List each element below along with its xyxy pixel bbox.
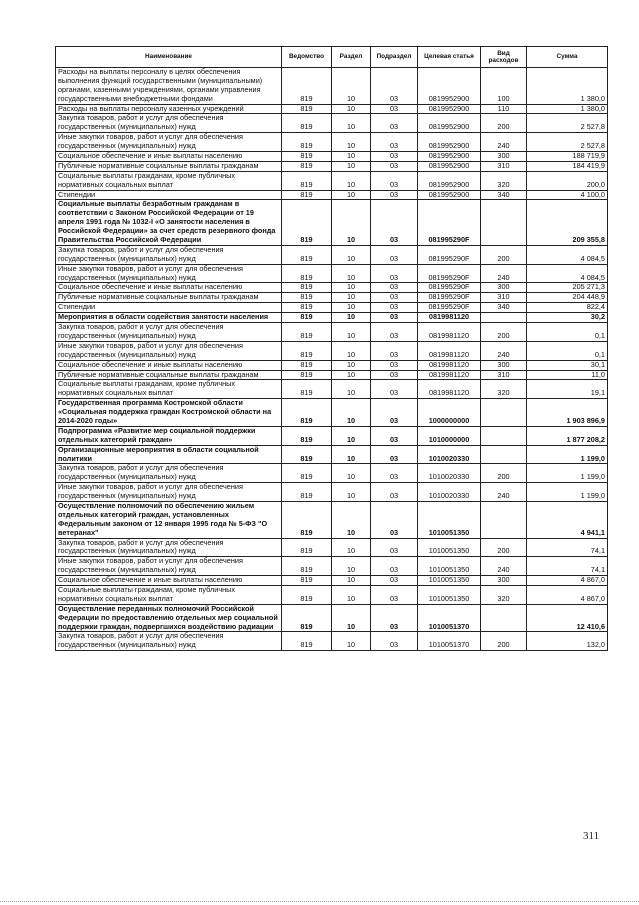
table-row: [56, 104, 608, 114]
row-amount: 74,1: [527, 538, 608, 557]
row-target-article: 081995290F: [418, 200, 481, 245]
row-name: Иные закупки товаров, работ и услуг для обеспечения государственных (муниципальных) нужд: [56, 341, 282, 360]
table-row: [56, 323, 608, 342]
row-name: Иные закупки товаров, работ и услуг для обеспечения государственных (муниципальных) нужд: [56, 483, 282, 502]
row-department: 819: [282, 380, 332, 399]
row-expense-type: 240: [481, 133, 527, 152]
row-department: 819: [282, 264, 332, 283]
row-subsection: 03: [371, 293, 418, 303]
row-name: Осуществление переданных полномочий Российской Федерации по предоставлению отдельных мер социальной поддержки граждан, подвергшихся воздействию радиации: [56, 604, 282, 632]
row-target-article: 1010000000: [418, 426, 481, 445]
row-subsection: 03: [371, 313, 418, 323]
row-section: 10: [332, 283, 371, 293]
row-name: Социальное обеспечение и иные выплаты населению: [56, 283, 282, 293]
row-expense-type: [481, 200, 527, 245]
row-section: 10: [332, 483, 371, 502]
row-section: 10: [332, 161, 371, 171]
row-section: 10: [332, 104, 371, 114]
row-subsection: 03: [371, 445, 418, 464]
row-department: 819: [282, 200, 332, 245]
row-target-article: 081995290F: [418, 283, 481, 293]
row-subsection: 03: [371, 501, 418, 538]
table-row: [56, 68, 608, 105]
row-section: 10: [332, 323, 371, 342]
row-amount: 0,1: [527, 323, 608, 342]
row-target-article: 1000000000: [418, 399, 481, 427]
row-name: Государственная программа Костромской области «Социальная поддержка граждан Костромской области на 2014-2020 годы»: [56, 399, 282, 427]
row-target-article: 0819952900: [418, 161, 481, 171]
row-subsection: 03: [371, 380, 418, 399]
row-target-article: 0819952900: [418, 114, 481, 133]
row-expense-type: [481, 445, 527, 464]
header-section: Раздел: [332, 47, 371, 68]
row-subsection: 03: [371, 464, 418, 483]
row-name: Иные закупки товаров, работ и услуг для обеспечения государственных (муниципальных) нужд: [56, 133, 282, 152]
header-expense-type: Вид расходов: [481, 47, 527, 68]
row-department: 819: [282, 283, 332, 293]
row-target-article: 1010051350: [418, 557, 481, 576]
row-section: 10: [332, 557, 371, 576]
row-department: 819: [282, 293, 332, 303]
row-department: 819: [282, 576, 332, 586]
table-row: [56, 114, 608, 133]
row-department: 819: [282, 323, 332, 342]
row-name: Публичные нормативные социальные выплаты гражданам: [56, 161, 282, 171]
row-section: 10: [332, 133, 371, 152]
row-target-article: 0819952900: [418, 104, 481, 114]
row-name: Закупка товаров, работ и услуг для обеспечения государственных (муниципальных) нужд: [56, 538, 282, 557]
header-name: Наименование: [56, 47, 282, 68]
row-amount: 19,1: [527, 380, 608, 399]
row-name: Закупка товаров, работ и услуг для обеспечения государственных (муниципальных) нужд: [56, 245, 282, 264]
row-amount: 4 084,5: [527, 245, 608, 264]
row-section: 10: [332, 585, 371, 604]
row-amount: 2 527,8: [527, 114, 608, 133]
table-row: [56, 245, 608, 264]
table-row: [56, 464, 608, 483]
row-section: 10: [332, 445, 371, 464]
row-name: Социальные выплаты гражданам, кроме публичных нормативных социальных выплат: [56, 171, 282, 190]
row-subsection: 03: [371, 283, 418, 293]
row-expense-type: 240: [481, 264, 527, 283]
row-expense-type: 110: [481, 104, 527, 114]
row-name: Иные закупки товаров, работ и услуг для обеспечения государственных (муниципальных) нужд: [56, 264, 282, 283]
row-target-article: 0819981120: [418, 323, 481, 342]
row-department: 819: [282, 190, 332, 200]
row-section: 10: [332, 264, 371, 283]
table-row: [56, 632, 608, 651]
row-expense-type: 200: [481, 114, 527, 133]
row-department: 819: [282, 501, 332, 538]
row-target-article: 0819981120: [418, 313, 481, 323]
table-row: [56, 585, 608, 604]
row-department: 819: [282, 152, 332, 162]
table-row: [56, 426, 608, 445]
row-section: 10: [332, 190, 371, 200]
row-amount: 822,4: [527, 303, 608, 313]
row-target-article: 0819981120: [418, 370, 481, 380]
row-amount: 4 867,0: [527, 576, 608, 586]
row-name: Публичные нормативные социальные выплаты гражданам: [56, 370, 282, 380]
row-target-article: 0819981120: [418, 380, 481, 399]
header-amount: Сумма: [527, 47, 608, 68]
row-amount: 132,0: [527, 632, 608, 651]
row-department: 819: [282, 426, 332, 445]
row-section: 10: [332, 341, 371, 360]
row-amount: 0,1: [527, 341, 608, 360]
row-department: 819: [282, 464, 332, 483]
row-amount: 30,2: [527, 313, 608, 323]
table-row: [56, 171, 608, 190]
row-section: 10: [332, 114, 371, 133]
row-target-article: 1010051370: [418, 604, 481, 632]
row-amount: 2 527,8: [527, 133, 608, 152]
row-target-article: 081995290F: [418, 293, 481, 303]
row-name: Осуществление полномочий по обеспечению жильем отдельных категорий граждан, установленных Федеральным законом от 12 января 1995 года № 5-ФЗ "О ветеранах": [56, 501, 282, 538]
row-department: 819: [282, 171, 332, 190]
table-row: [56, 190, 608, 200]
row-name: Публичные нормативные социальные выплаты гражданам: [56, 293, 282, 303]
row-department: 819: [282, 303, 332, 313]
row-department: 819: [282, 445, 332, 464]
row-expense-type: 100: [481, 68, 527, 105]
row-expense-type: 240: [481, 483, 527, 502]
budget-document: [55, 46, 607, 651]
row-amount: 30,1: [527, 360, 608, 370]
row-subsection: 03: [371, 370, 418, 380]
row-department: 819: [282, 604, 332, 632]
row-amount: 4 100,0: [527, 190, 608, 200]
row-amount: 1 380,0: [527, 104, 608, 114]
row-name: Социальное обеспечение и иные выплаты населению: [56, 576, 282, 586]
row-subsection: 03: [371, 133, 418, 152]
row-name: Расходы на выплаты персоналу в целях обеспечения выполнения функций государственными (муниципальными) органами, казенными учреждениями, органами управления государственными внебюджетными фондами: [56, 68, 282, 105]
row-subsection: 03: [371, 152, 418, 162]
row-section: 10: [332, 171, 371, 190]
row-name: Социальные выплаты гражданам, кроме публичных нормативных социальных выплат: [56, 585, 282, 604]
row-amount: 1 199,0: [527, 445, 608, 464]
table-row: [56, 557, 608, 576]
row-name: Мероприятия в области содействия занятости населения: [56, 313, 282, 323]
row-amount: 4 941,1: [527, 501, 608, 538]
table-row: [56, 200, 608, 245]
row-name: Подпрограмма «Развитие мер социальной поддержки отдельных категорий граждан»: [56, 426, 282, 445]
row-department: 819: [282, 313, 332, 323]
row-name: Закупка товаров, работ и услуг для обеспечения государственных (муниципальных) нужд: [56, 114, 282, 133]
row-department: 819: [282, 557, 332, 576]
table-row: [56, 399, 608, 427]
row-amount: 12 410,6: [527, 604, 608, 632]
table-row: [56, 264, 608, 283]
budget-table: [55, 46, 608, 651]
row-name: Закупка товаров, работ и услуг для обеспечения государственных (муниципальных) нужд: [56, 323, 282, 342]
row-expense-type: [481, 399, 527, 427]
row-amount: 4 084,5: [527, 264, 608, 283]
row-expense-type: 300: [481, 576, 527, 586]
row-amount: 1 199,0: [527, 464, 608, 483]
row-section: 10: [332, 360, 371, 370]
table-row: [56, 133, 608, 152]
table-row: [56, 303, 608, 313]
row-expense-type: 340: [481, 190, 527, 200]
row-expense-type: 320: [481, 380, 527, 399]
row-target-article: 081995290F: [418, 303, 481, 313]
row-section: 10: [332, 245, 371, 264]
row-department: 819: [282, 370, 332, 380]
row-department: 819: [282, 632, 332, 651]
row-section: 10: [332, 604, 371, 632]
row-subsection: 03: [371, 341, 418, 360]
row-subsection: 03: [371, 426, 418, 445]
table-row: [56, 293, 608, 303]
row-amount: 74,1: [527, 557, 608, 576]
row-amount: 204 448,9: [527, 293, 608, 303]
row-expense-type: [481, 426, 527, 445]
row-expense-type: 310: [481, 161, 527, 171]
row-department: 819: [282, 161, 332, 171]
row-department: 819: [282, 68, 332, 105]
row-subsection: 03: [371, 171, 418, 190]
row-expense-type: 240: [481, 557, 527, 576]
table-row: [56, 283, 608, 293]
row-expense-type: 320: [481, 585, 527, 604]
row-target-article: 1010051350: [418, 576, 481, 586]
row-amount: 1 380,0: [527, 68, 608, 105]
table-header-row: [56, 47, 608, 68]
row-name: Закупка товаров, работ и услуг для обеспечения государственных (муниципальных) нужд: [56, 632, 282, 651]
row-target-article: 0819981120: [418, 341, 481, 360]
table-row: [56, 313, 608, 323]
row-section: 10: [332, 399, 371, 427]
row-subsection: 03: [371, 323, 418, 342]
row-expense-type: 300: [481, 360, 527, 370]
row-section: 10: [332, 293, 371, 303]
row-department: 819: [282, 245, 332, 264]
table-row: [56, 445, 608, 464]
row-target-article: 0819952900: [418, 133, 481, 152]
row-amount: 188 719,9: [527, 152, 608, 162]
row-amount: 205 271,3: [527, 283, 608, 293]
row-subsection: 03: [371, 632, 418, 651]
row-subsection: 03: [371, 303, 418, 313]
row-name: Социальное обеспечение и иные выплаты населению: [56, 360, 282, 370]
row-department: 819: [282, 341, 332, 360]
row-subsection: 03: [371, 68, 418, 105]
row-expense-type: 310: [481, 370, 527, 380]
row-target-article: 081995290F: [418, 245, 481, 264]
row-subsection: 03: [371, 557, 418, 576]
row-name: Закупка товаров, работ и услуг для обеспечения государственных (муниципальных) нужд: [56, 464, 282, 483]
row-target-article: 081995290F: [418, 264, 481, 283]
row-expense-type: 200: [481, 538, 527, 557]
row-amount: 1 903 896,9: [527, 399, 608, 427]
row-expense-type: 300: [481, 152, 527, 162]
row-section: 10: [332, 538, 371, 557]
row-section: 10: [332, 370, 371, 380]
page-bottom-divider: [0, 901, 639, 904]
row-amount: 1 199,0: [527, 483, 608, 502]
row-subsection: 03: [371, 264, 418, 283]
row-section: 10: [332, 68, 371, 105]
row-target-article: 1010051350: [418, 501, 481, 538]
row-name: Социальные выплаты безработным гражданам в соответствии с Законом Российской Федерации от 19 апреля 1991 года № 1032-I «О занятости населения в Российской Федерации» за счет средств резервного фонда Правительства Российской Федерации: [56, 200, 282, 245]
row-amount: 11,0: [527, 370, 608, 380]
table-row: [56, 576, 608, 586]
table-row: [56, 341, 608, 360]
table-row: [56, 152, 608, 162]
row-expense-type: 320: [481, 171, 527, 190]
row-department: 819: [282, 585, 332, 604]
row-expense-type: 240: [481, 341, 527, 360]
row-section: 10: [332, 501, 371, 538]
page-number: 311: [583, 830, 600, 842]
row-name: Стипендии: [56, 190, 282, 200]
row-section: 10: [332, 632, 371, 651]
row-section: 10: [332, 200, 371, 245]
row-section: 10: [332, 380, 371, 399]
row-target-article: 0819981120: [418, 360, 481, 370]
row-expense-type: 200: [481, 632, 527, 651]
row-target-article: 1010051350: [418, 585, 481, 604]
row-name: Социальное обеспечение и иные выплаты населению: [56, 152, 282, 162]
table-row: [56, 604, 608, 632]
row-name: Стипендии: [56, 303, 282, 313]
row-subsection: 03: [371, 161, 418, 171]
row-amount: 200,0: [527, 171, 608, 190]
row-subsection: 03: [371, 360, 418, 370]
row-subsection: 03: [371, 585, 418, 604]
row-target-article: 1010020330: [418, 445, 481, 464]
row-section: 10: [332, 152, 371, 162]
row-target-article: 1010051370: [418, 632, 481, 651]
row-name: Организационные мероприятия в области социальной политики: [56, 445, 282, 464]
row-expense-type: 200: [481, 245, 527, 264]
row-name: Иные закупки товаров, работ и услуг для обеспечения государственных (муниципальных) нужд: [56, 557, 282, 576]
row-subsection: 03: [371, 245, 418, 264]
row-amount: 1 877 208,2: [527, 426, 608, 445]
row-target-article: 0819952900: [418, 190, 481, 200]
row-section: 10: [332, 576, 371, 586]
header-department: Ведомство: [282, 47, 332, 68]
table-row: [56, 380, 608, 399]
row-subsection: 03: [371, 538, 418, 557]
row-expense-type: 300: [481, 283, 527, 293]
row-department: 819: [282, 133, 332, 152]
row-amount: 4 867,0: [527, 585, 608, 604]
row-section: 10: [332, 303, 371, 313]
row-amount: 184 419,9: [527, 161, 608, 171]
row-expense-type: 200: [481, 464, 527, 483]
row-section: 10: [332, 426, 371, 445]
row-section: 10: [332, 313, 371, 323]
table-row: [56, 370, 608, 380]
row-expense-type: [481, 604, 527, 632]
row-subsection: 03: [371, 604, 418, 632]
row-department: 819: [282, 104, 332, 114]
table-row: [56, 538, 608, 557]
row-name: Социальные выплаты гражданам, кроме публичных нормативных социальных выплат: [56, 380, 282, 399]
row-subsection: 03: [371, 399, 418, 427]
row-department: 819: [282, 538, 332, 557]
row-subsection: 03: [371, 483, 418, 502]
table-row: [56, 501, 608, 538]
row-subsection: 03: [371, 200, 418, 245]
row-expense-type: [481, 313, 527, 323]
row-department: 819: [282, 360, 332, 370]
row-expense-type: 200: [481, 323, 527, 342]
row-subsection: 03: [371, 104, 418, 114]
header-subsection: Подраздел: [371, 47, 418, 68]
row-target-article: 1010020330: [418, 464, 481, 483]
table-row: [56, 483, 608, 502]
table-body: [56, 68, 608, 651]
table-row: [56, 161, 608, 171]
row-section: 10: [332, 464, 371, 483]
row-target-article: 0819952900: [418, 68, 481, 105]
row-expense-type: [481, 501, 527, 538]
row-target-article: 1010020330: [418, 483, 481, 502]
table-row: [56, 360, 608, 370]
row-target-article: 0819952900: [418, 171, 481, 190]
row-department: 819: [282, 483, 332, 502]
row-target-article: 0819952900: [418, 152, 481, 162]
row-department: 819: [282, 399, 332, 427]
row-department: 819: [282, 114, 332, 133]
row-expense-type: 340: [481, 303, 527, 313]
row-amount: 209 355,8: [527, 200, 608, 245]
row-expense-type: 310: [481, 293, 527, 303]
header-target-article: Целевая статья: [418, 47, 481, 68]
row-subsection: 03: [371, 114, 418, 133]
row-name: Расходы на выплаты персоналу казенных учреждений: [56, 104, 282, 114]
row-target-article: 1010051350: [418, 538, 481, 557]
row-subsection: 03: [371, 190, 418, 200]
row-subsection: 03: [371, 576, 418, 586]
